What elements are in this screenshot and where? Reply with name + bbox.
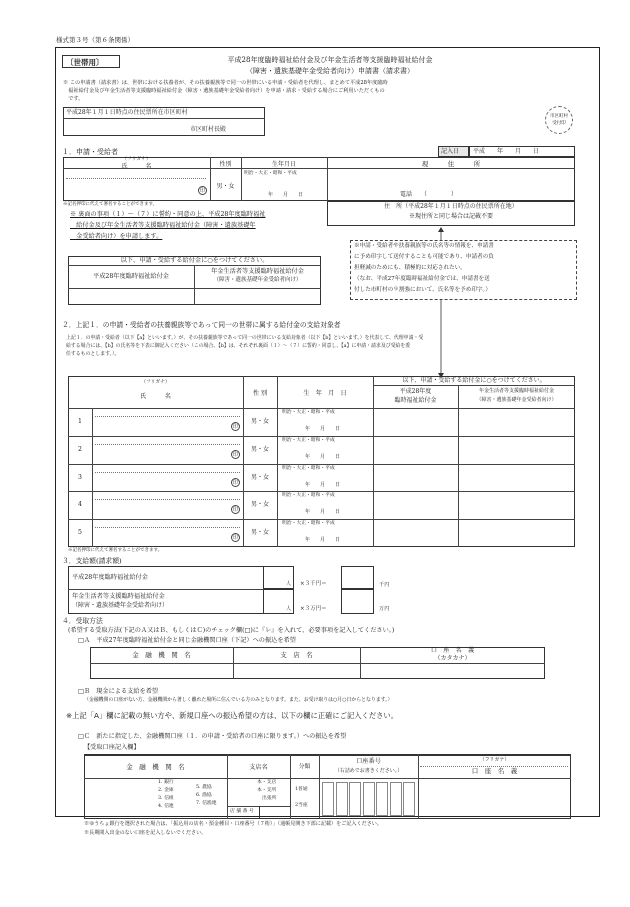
mayor-label: 市区町村長殿 [190,126,227,133]
amount-result-2[interactable] [341,589,374,614]
new-account-warning: ※上記「A」欄に記載の無い方や、新規口座への振込希望の方は、以下の欄に正確にご記入ください。 [66,711,399,720]
dependent-benefit1-cell[interactable] [375,521,456,544]
dependent-seal-mark: 印 [232,535,238,542]
row-number: 2 [78,445,82,453]
dependent-sex[interactable]: 男・女 [250,418,269,425]
intro-note-1: ※ この申請書（請求書）は、世帯における扶養者が、その扶養親族等で同一の世帯にいる申請・受給者を代理し、まとめて平成28年度臨時 [63,80,388,86]
setai-tag: 〔世帯用〕 [66,58,104,67]
account-digit-box[interactable] [322,782,334,816]
intro-note-2: 福祉給付金及び年金生活者等支援臨時福祉給付金（障害・遺族基礎年金受給者向け）を申請・請求・受給する場合にご利用いただくもの [63,88,385,94]
dependent-name-input[interactable] [95,445,235,462]
pledge-line-1: ※ 裏面の事項（１）～（７）に誓約・同意の上、平成28年度臨時福祉 [70,211,266,218]
row-number: 1 [78,418,82,425]
section3-heading: ３．支給額(請求額) [62,557,122,565]
c-bank-input[interactable] [86,780,156,817]
account-digit-box[interactable] [376,782,388,816]
form-title-line2: （障害・遺族基礎年金受給者向け）申請書（請求書） [246,67,414,75]
dependent-benefit1-cell[interactable] [375,438,456,461]
pledge-line-2: 給付金及び年金生活者等支援臨時福祉給付金（障害・遺族基礎年 [70,222,256,229]
dependent-sex[interactable]: 男・女 [250,501,269,509]
row-number: 3 [78,473,82,481]
dependent-seal-mark: 印 [232,451,238,458]
dependent-benefit2-cell[interactable] [460,438,573,461]
account-digit-box[interactable] [363,782,375,816]
entry-date-label: 記入日 [441,148,460,155]
col-name: 氏 名 [121,163,152,170]
account-digit-box[interactable] [336,782,348,816]
a-branch-input[interactable] [235,665,358,677]
account-digit-box[interactable] [390,782,402,816]
row-number: 5 [78,529,82,537]
residence-label: 平成28年１月１日時点の住民票所在市区町村 [66,109,188,116]
dependent-name-input[interactable] [95,500,235,517]
form-title-line1: 平成28年度臨時福祉給付金及び年金生活者等支援臨時福祉給付金 [227,56,433,64]
pledge-line-3: 金受給者向け）を申請します。 [70,233,163,240]
dependent-seal-mark: 印 [232,424,238,430]
option-b-label[interactable]: □Ｂ 現金による支給を希望 [78,688,159,695]
dependent-benefit1-cell[interactable] [375,466,456,489]
dependent-benefit2-cell[interactable] [460,466,573,489]
dependent-name-input[interactable] [95,417,235,434]
form-number: 様式第３号（第６条関係） [56,36,134,44]
account-digit-box[interactable] [349,782,361,816]
dependent-benefit2-cell[interactable] [460,493,573,516]
dependent-seal-mark: 印 [232,507,238,514]
dependent-benefit1-cell[interactable] [375,410,456,433]
dependent-sex[interactable]: 男・女 [250,445,269,453]
applicant-seal-mark: 印 [199,188,205,194]
dependent-seal-mark: 印 [232,479,238,486]
dependent-sex[interactable]: 男・女 [250,473,269,481]
dependent-name-input[interactable] [95,473,235,490]
section4-heading: ４．受取方法 [62,617,103,625]
section1-heading: １．申請・受給者 [62,148,118,156]
reception-seal: 市区町村 受付印 [545,106,573,134]
dependent-sex[interactable]: 男・女 [250,529,269,537]
dependent-benefit1-cell[interactable] [375,493,456,516]
store-number-input[interactable] [259,806,290,819]
a-holder-input[interactable] [362,665,543,677]
applicant-tel[interactable]: 電話 （ ） [400,191,458,198]
entry-date-value: 平成 年 月 日 [473,148,540,155]
section2-heading: ２．上記１．の申請・受給者の扶養親族等であって同一の世帯に属する給付金の支給対象者 [62,321,341,329]
dependent-name-input[interactable] [95,528,235,545]
dependent-benefit2-cell[interactable] [460,410,573,433]
intro-note-3: です。 [63,96,84,102]
option-a-label[interactable]: □Ａ 平成27年度臨時福祉給付金と同じ金融機関口座（下記）への振込を希望 [78,637,296,644]
amount-result-1[interactable] [341,566,374,589]
application-form-page: 様式第３号（第６条関係） 〔世帯用〕 平成28年度臨時福祉給付金及び年金生活者等支援臨時福祉給付金 （障害・遺族基礎年金受給者向け）申請書（請求書） ※ この申請書（請求書）は、世帯における扶養者が、その扶養親族等で同一の世帯にいる申請・受給者を代理し、まとめて平成28年度臨時 福祉給付金及び年金生活者等支援臨時福祉給付金（障害・遺族基礎年金受給者向け）を申請・請求・受給する場合にご利用いただくもの です。 平成28年１月１日時点の住民票所在市区町村 市区町村長殿 市区町村 受付印 １．申請・受給者 記入日 平成 年 月 日 （フリガナ） 氏 名 性別 生年月日 現 住 所 印 男・女 明治・大正・昭和・平成 年 月 日 電話 （ ） ※記名押印に代えて署名することができます。 ※ 裏面の事項（１）～（７）に誓約・同意の上、平成28年度臨時福祉 給付金及び年金生活者等支援臨時福祉給付金（障害・遺族基礎年 金受給者向け）を申請します。 住 所（平成28年１月１日時点の住民票所在地） ※現住所と同じ場合は記載不要 以下、申請・受給する給付金に○をつけてください。 平成28年度臨時福祉給付金 年金生活者等支援臨時福祉給付金 （障害・遺族基礎年金受給者向け） ※申請・受給者や扶養親族等の氏名等の情報を、申請書 に予め印字して送付することも可能であり、申請者の負 担軽減のためにも、積極的に対応されたい。 （なお、平成27年度臨時福祉給付金では、申請書を送 付した市町村の９割強において、氏名等を予め印字。） ２．上記１．の申請・受給者の扶養親族等であって同一の世帯に属する給付金の支給対象者 上記１．の申請・受給者（以下【a】といいます。）が、その扶養親族等であって同一の世帯にいる支給対象者（以下【b】といいます。）を代表して、代理申請・受 給する場合には、【b】の氏名等を下表に御記入ください（この場合、【b】は、それぞれ裏面（１）～（７）に誓約・同意し、【a】に申請・請求及び受給を委 任するものとします。）。 （フリガナ） 氏 名 性 別 生 年 月 日 以下、申請・受給する給付金に○をつけてください。 平成28年度 臨時福祉給付金 年金生活者等支援臨時福祉給付金 （障害・遺族基礎年金受給者向け） 1 印 男・女 明治・大正・昭和・平成 年 月 日 2 印 男・女 明治・大正・昭和・平成 年 月 日 3 印 男・女 明治・大正・昭和・平成 年 月 日 4 印 男・女 明治・大正・昭和・平成 年 月 日 5 印 男・女 明治・大正・昭和・平成 年 月 日 ※記名押印に代えて署名することができます。 ３．支給額(請求額) 平成28年度臨時福祉給付金 年金生活者等支援臨時福祉給付金 （障害・遺族基礎年金受給者向け） 人 人 ×３千円＝ ×３万円＝ 千円 万円 ４．受取方法 (希望する受取方法(下記のＡ又はＢ、もしくはＣ)のチェック欄(□)に『レ』を入れて、必要事項を記入してください。) □Ａ 平成27年度臨時福祉給付金と同じ金融機関口座（下記）への振込を希望 金 融 機 関 名 支 店 名 口 座 名 義 （カタカナ） □Ｂ 現金による支給を希望 （金融機関の口座がない方、金融機関から著しく離れた場所に住んでいる方のみとなります。また、お受け取りは○月○日からとなります。） ※上記「A」欄に記載の無い方や、新規口座への振込希望の方は、以下の欄に正確にご記入ください。 □Ｃ 新たに指定した、金融機関口座（１．の申請・受給者の口座に限ります。）への振込を希望 【受取口座記入欄】 金 融 機 関 名 支店名 分類 口座番号 （右詰めでお書きください。） （フリガナ） 口 座 名 義 1. 銀行 2. 金庫 3. 信組 4. 信連 5. 農協 6. 漁協 7. 信漁連 本・支店 本・支所 出張所 店 舗 番 号 1普通 2当座 ※ゆうちょ銀行を選択された場合は、「振込用の店名・預金種目・口座番号（７桁）」（通帳見開き下部に記載）をご記入ください。 ※長期間入出金のない口座を記入しないでください。 [0,0,630,907]
dependent-benefit2-cell[interactable] [460,521,573,544]
benefit1-label: 平成28年度臨時福祉給付金 [93,273,169,280]
option-c-label[interactable]: □Ｃ 新たに指定した、金融機関口座（１．の申請・受給者の口座に限ります。）への振込を希望 [78,733,347,740]
account-digit-box[interactable] [403,782,415,816]
c-holder-input[interactable] [420,780,568,817]
a-bank-input[interactable] [92,665,231,677]
row-number: 4 [78,501,82,509]
applicant-sex[interactable]: 男・女 [216,183,235,190]
